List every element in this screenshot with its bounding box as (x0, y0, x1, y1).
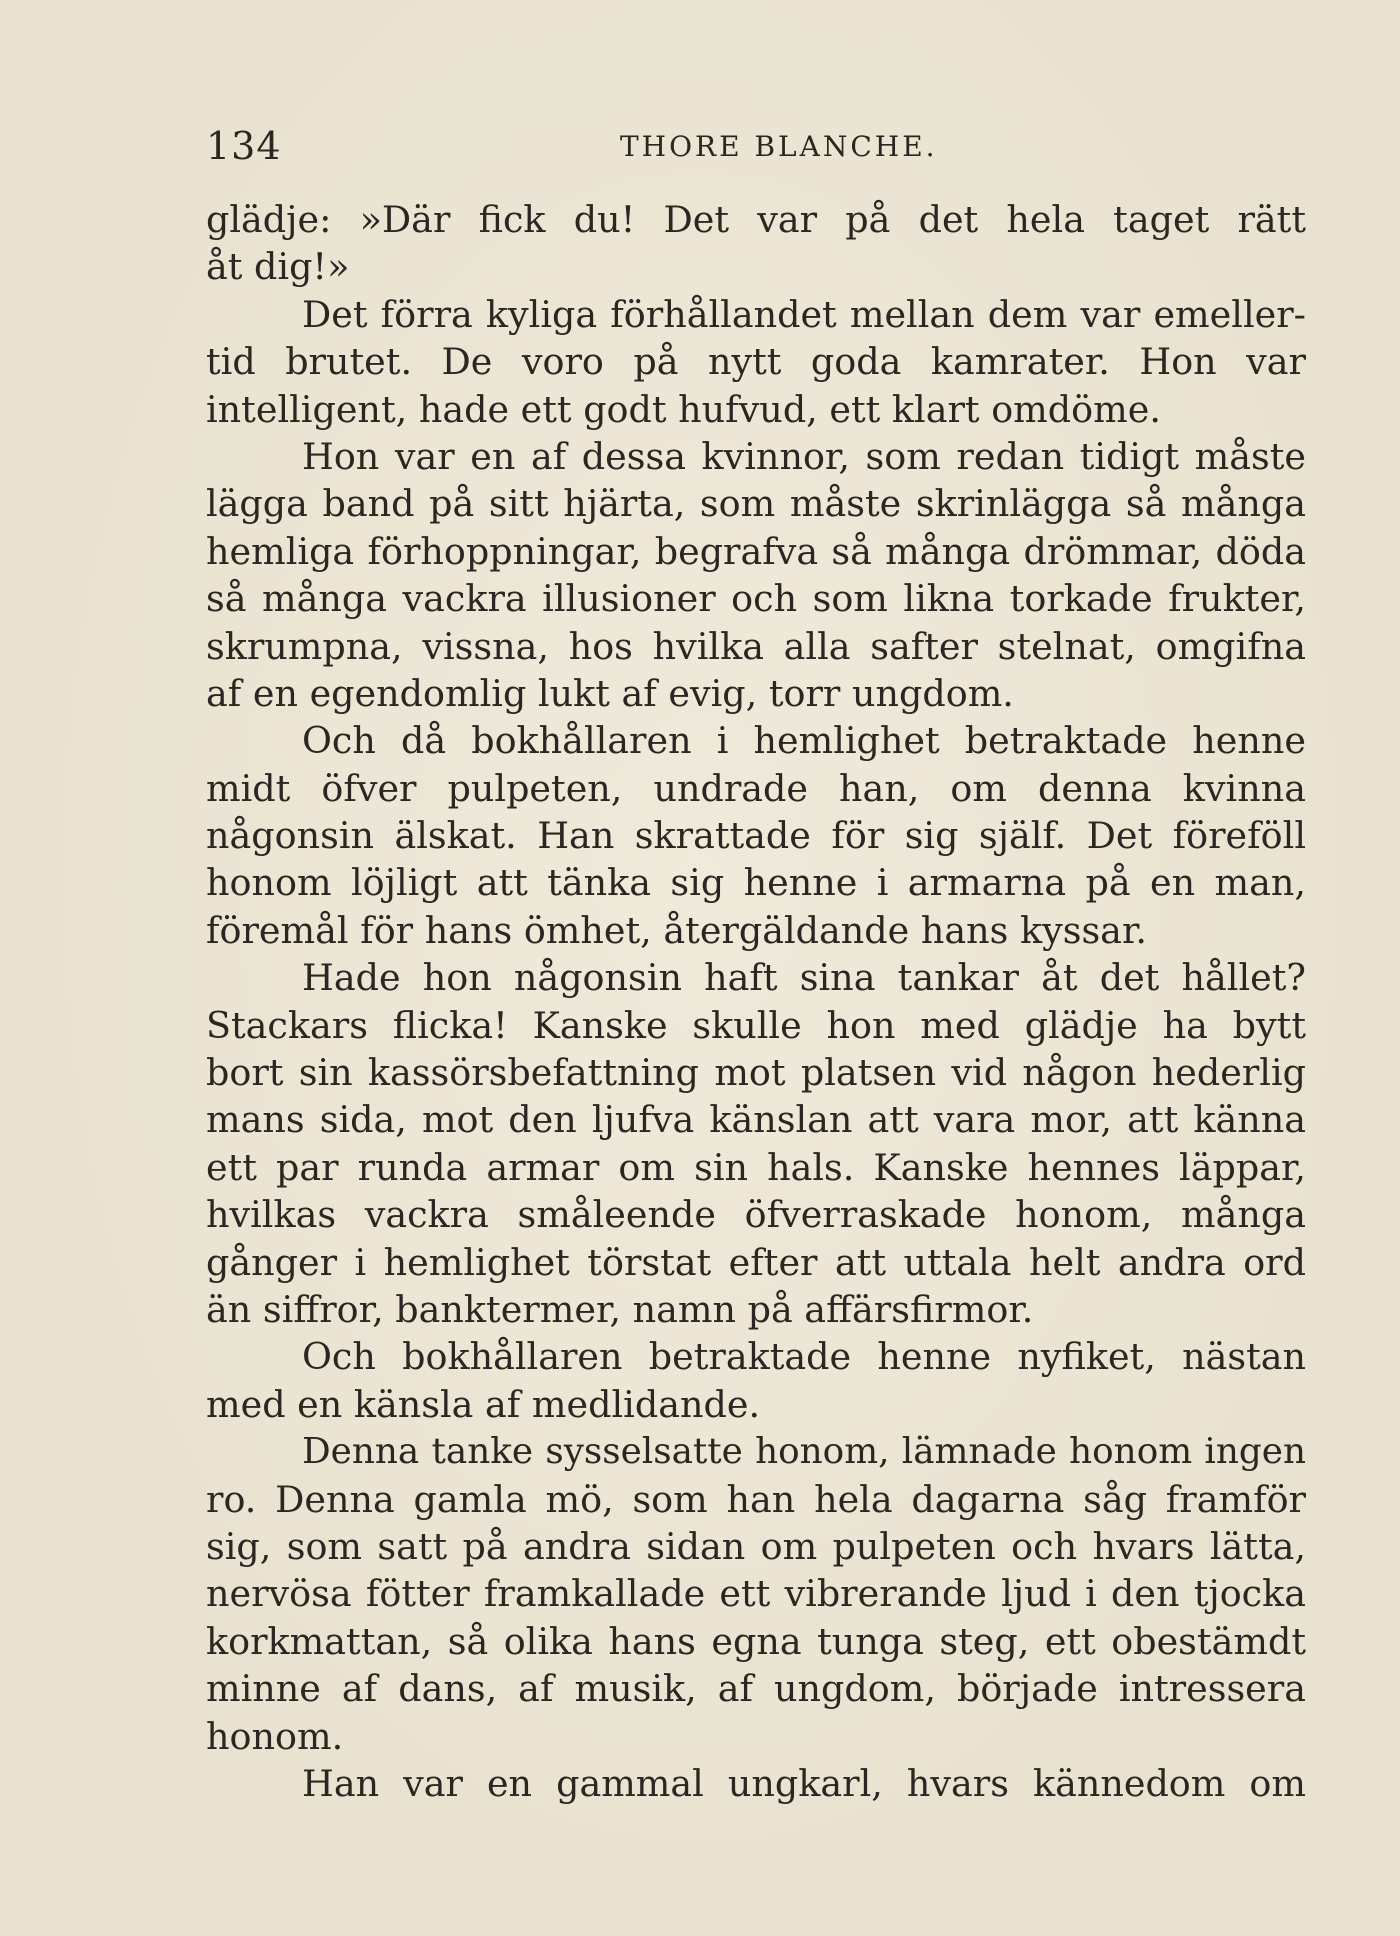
text-line: gånger i hemlighet törstat efter att uttala helt andra ord (206, 1240, 1306, 1284)
page-number: 134 (206, 124, 282, 168)
text-line: föremål för hans ömhet, återgäldande hans kyssar. (206, 908, 1147, 952)
text-line: Hade hon någonsin haft sina tankar åt det hållet? (302, 956, 1306, 1000)
text-line: Och bokhållaren betraktade henne nyfiket, nästan (302, 1335, 1306, 1379)
text-line: Denna tanke sysselsatte honom, lämnade honom ingen (302, 1431, 1306, 1473)
text-line: tid brutet. De voro på nytt goda kamrater. Hon var (206, 340, 1306, 384)
text-line: skrumpna, vissna, hos hvilka alla safter stelnat, omgifna (206, 624, 1306, 668)
text-line: Han var en gammal ungkarl, hvars kännedom om (302, 1761, 1306, 1805)
text-line: honom. (206, 1714, 344, 1758)
text-line: åt dig!» (206, 245, 350, 289)
text-line: Hon var en af dessa kvinnor, som redan tidigt måste (302, 434, 1306, 478)
text-line: Stackars flicka! Kanske skulle hon med glädje ha bytt (206, 1003, 1306, 1047)
running-head (206, 118, 1306, 178)
text-line: honom löjligt att tänka sig henne i armarna på en man, (206, 861, 1306, 905)
text-line: ett par runda armar om sin hals. Kanske hennes läppar, (206, 1145, 1306, 1189)
text-line: hemliga förhoppningar, begrafva så många drömmar, döda (206, 529, 1306, 573)
text-line: mans sida, mot den ljufva känslan att vara mor, att känna (206, 1098, 1306, 1142)
text-line: minne af dans, af musik, af ungdom, började intressera (206, 1667, 1306, 1711)
text-line: af en egendomlig lukt af evig, torr ungdom. (206, 671, 1014, 715)
text-line: korkmattan, så olika hans egna tunga steg, ett obestämdt (206, 1619, 1306, 1663)
running-title: THORE BLANCHE. (620, 130, 938, 163)
text-line: nervösa fötter framkallade ett vibrerande ljud i den tjocka (206, 1572, 1306, 1616)
text-line: midt öfver pulpeten, undrade han, om denna kvinna (206, 766, 1306, 810)
text-line: Det förra kyliga förhållandet mellan dem var emeller- (302, 292, 1306, 336)
text-line: med en känsla af medlidande. (206, 1382, 761, 1426)
text-line: någonsin älskat. Han skrattade för sig själf. Det föreföll (206, 814, 1306, 858)
text-line: så många vackra illusioner och som likna torkade frukter, (206, 577, 1306, 621)
text-line: glädje: »Där fick du! Det var på det hela taget rätt (206, 198, 1306, 241)
text-line: Och då bokhållaren i hemlighet betraktade henne (302, 719, 1306, 763)
text-line: än siffror, banktermer, namn på affärsfirmor. (206, 1287, 1034, 1331)
body-text (206, 196, 1306, 1807)
text-line: ro. Denna gamla mö, som han hela dagarna såg framför (206, 1477, 1306, 1521)
text-line: bort sin kassörsbefattning mot platsen vid någon hederlig (206, 1051, 1306, 1095)
text-line: sig, som satt på andra sidan om pulpeten och hvars lätta, (206, 1524, 1306, 1568)
text-line: hvilkas vackra småleende öfverraskade honom, många (206, 1193, 1306, 1237)
text-line: intelligent, hade ett godt hufvud, ett klart omdöme. (206, 387, 1161, 431)
text-line: lägga band på sitt hjärta, som måste skrinlägga så många (206, 482, 1306, 526)
